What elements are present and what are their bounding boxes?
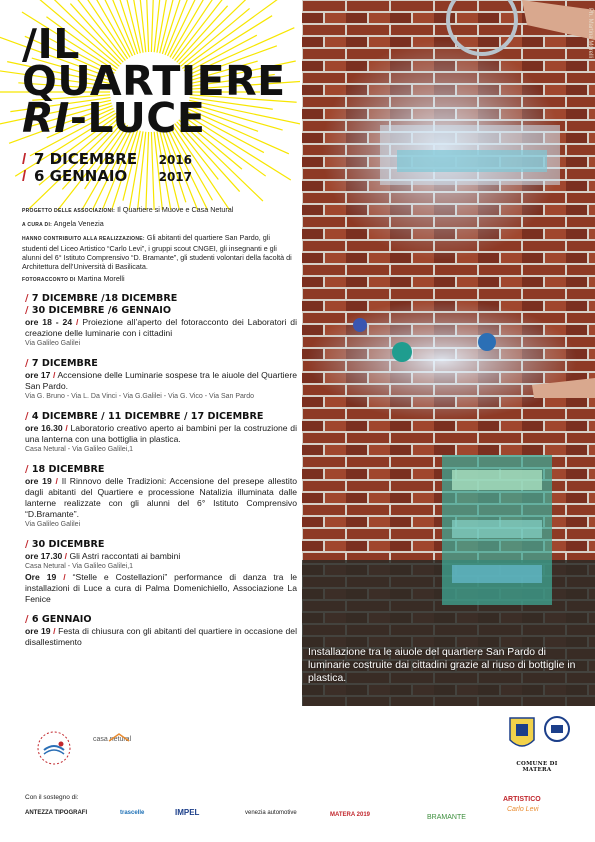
credit-progetto: PROGETTO DELLE ASSOCIAZIONI: Il Quartiere si Muove e Casa Netural: [22, 205, 234, 214]
title-line-2: QUARTIERE: [22, 57, 286, 105]
credit-cura: A CURA DI: Angela Venezia: [22, 219, 104, 228]
event-place: Via G. Bruno - Via L. Da Vinci - Via G.Galilei - Via G. Vico - Via San Pardo: [25, 393, 255, 400]
event-item: [25, 358, 297, 402]
title-line-3: [22, 94, 286, 142]
photo-caption: Installazione tra le aiuole del quartiere San Pardo di luminarie costruite dai cittadini grazie al riuso di bottiglie in plastica.: [308, 647, 576, 684]
title-ri: RI: [22, 94, 70, 142]
event-description: ore 18 - 24 / Proiezione all’aperto del fotoracconto dei Laboratori di creazione delle luminarie con i cittadini: [25, 317, 297, 338]
credits-block: [22, 205, 294, 288]
logo-bramante: BRAMANTE: [427, 814, 466, 821]
event-item: [25, 411, 297, 455]
event-date: / 30 DICEMBRE: [25, 539, 105, 550]
page-title: [22, 20, 286, 142]
photo-credit: Ph. Martina Morelli: [587, 7, 593, 58]
logo-carlo-levi: Carlo Levi: [507, 806, 539, 813]
event-date: / 30 DICEMBRE /6 GENNAIO: [25, 305, 171, 316]
credit-contributo: HANNO CONTRIBUITO ALLA REALIZZAZIONE: Gli abitanti del quartiere San Pardo, gli studenti del Liceo Artistico “Carlo Levi”, i gruppi scout CNGEI, gli insegnanti e gli alunni del 6° Istituto Comprensivo “D. Bramante”, gli studenti volontari della facoltà di Architettura dell’Università di Basilicata.: [22, 233, 292, 271]
date-slash: /: [22, 151, 27, 168]
logo-artistico: ARTISTICO: [503, 796, 541, 803]
title-luce: -LUCE: [69, 94, 206, 142]
date-range: [22, 150, 192, 184]
event-item: [25, 464, 297, 530]
logo-casa-netural-house: [108, 729, 130, 747]
date-slash: /: [22, 168, 27, 185]
installation-photo: [302, 0, 595, 706]
event-place: Via Galileo Galilei: [25, 340, 81, 347]
credit-fotoracconto: FOTORACCONTO DI Martina Morelli: [22, 274, 125, 283]
event-date: / 7 DICEMBRE /18 DICEMBRE: [25, 293, 178, 304]
event-description: Ore 19 / “Stelle e Costellazioni” performance di danza tra le installazioni di Luce a cura di Palma Domenichiello, Associazione La Fenice: [25, 572, 298, 604]
logo-il-quartiere: [34, 728, 74, 773]
event-item: [25, 614, 297, 648]
date-day-month: 6 GENNAIO: [34, 167, 128, 185]
events-list: [25, 293, 297, 657]
date-end: [22, 167, 192, 184]
logo-comune: COMUNE DI MATERA: [502, 712, 572, 773]
event-description: ore 19 / Il Rinnovo delle Tradizioni: Accensione del presepe allestito dagli abitanti del Quartiere e processione Natalizia illuminata dalle lanterne realizzate con gli alunni del 6° Istituto Comprensivo “D.Bramante”.: [25, 476, 298, 519]
date-day-month: 7 DICEMBRE: [34, 150, 138, 168]
event-description: ore 17 / Accensione delle Luminarie sospese tra le aiuole del Quartiere San Pardo.: [25, 370, 297, 391]
event-date: / 7 DICEMBRE: [25, 358, 98, 369]
event-date: / 6 GENNAIO: [25, 614, 92, 625]
event-date: / 18 DICEMBRE: [25, 464, 105, 475]
sponsor-impel: IMPEL: [175, 808, 200, 817]
sponsors-label: Con il sostegno di:: [25, 794, 79, 801]
sponsor-venezia: venezia automotive: [245, 810, 297, 816]
event-item: [25, 539, 297, 605]
event-description: ore 16.30 / Laboratorio creativo aperto ai bambini per la costruzione di una lanterna con una bottiglia in plastica.: [25, 423, 297, 444]
event-place: Casa Netural - Via Galileo Galilei,1: [25, 446, 134, 453]
title-line-1: /IL: [22, 20, 80, 68]
date-year: 2016: [158, 153, 192, 167]
event-description: ore 17.30 / Gli Astri raccontati ai bambini: [25, 551, 181, 561]
event-item: [25, 293, 297, 349]
sponsor-matera2019: MATERA 2019: [330, 812, 371, 818]
event-place: Casa Netural - Via Galileo Galilei,1: [25, 563, 134, 570]
date-start: [22, 150, 192, 167]
sponsor-trascelle: trascelle: [120, 810, 145, 816]
event-description: ore 19 / Festa di chiusura con gli abitanti del quartiere in occasione del disallestimento: [25, 626, 297, 647]
event-date: / 4 DICEMBRE / 11 DICEMBRE / 17 DICEMBRE: [25, 411, 264, 422]
logo-casa-netural: casa netural: [93, 736, 132, 743]
sponsor-antezza: ANTEZZA TIPOGRAFI: [25, 810, 88, 816]
event-place: Via Galileo Galilei: [25, 521, 81, 528]
date-year: 2017: [158, 170, 192, 184]
